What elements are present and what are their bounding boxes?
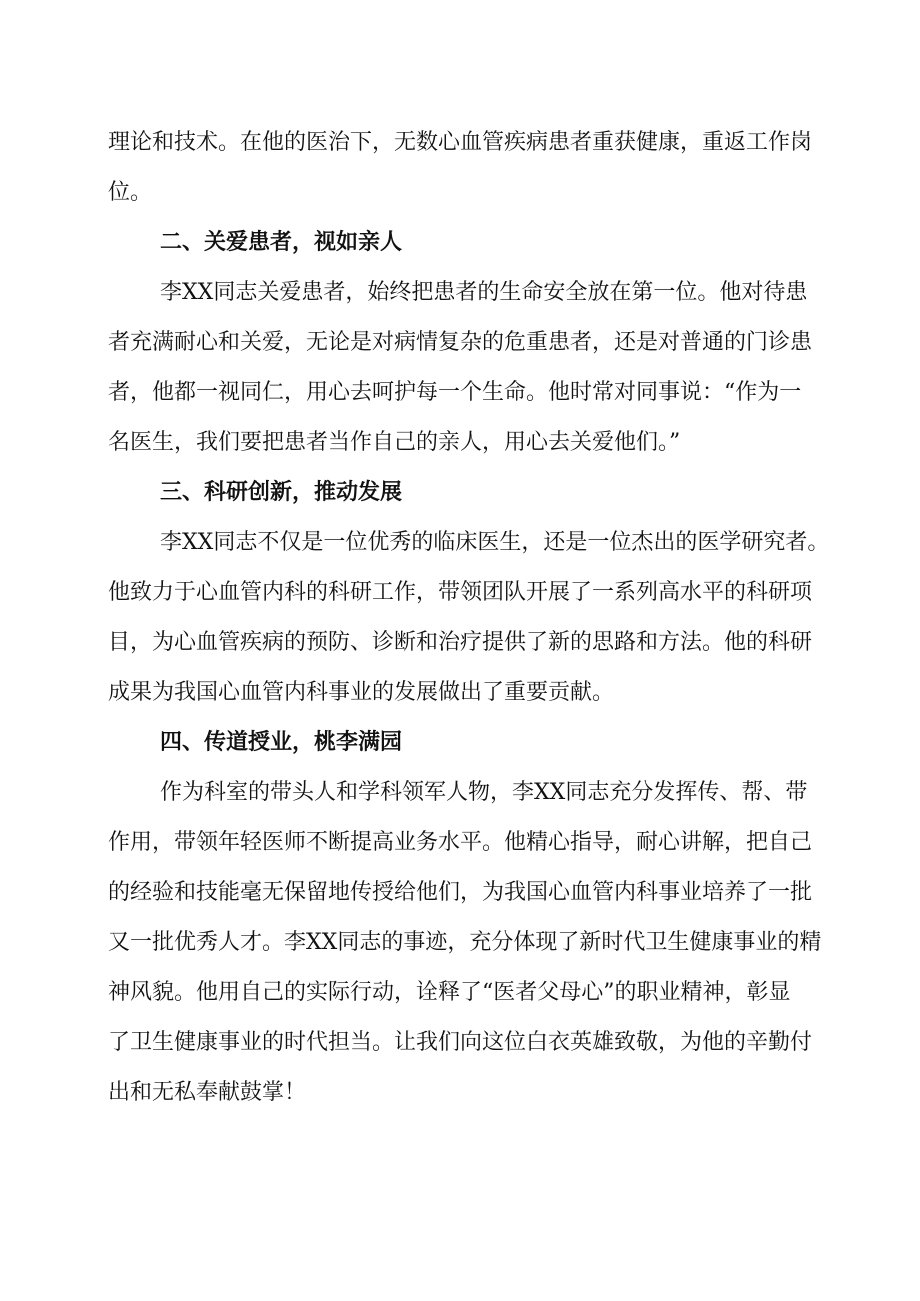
text-line: 作用，带领年轻医师不断提高业务水平。他精心指导，耐心讲解，把自己 xyxy=(108,830,813,855)
text-line: 者充满耐心和关爱，无论是对病情复杂的危重患者，还是对普通的门诊患 xyxy=(108,330,813,355)
text-line: 又一批优秀人才。李XX同志的事迹，充分体现了新时代卫生健康事业的精 xyxy=(108,930,822,955)
text-line: 的经验和技能毫无保留地传授给他们，为我国心血管内科事业培养了一批 xyxy=(108,880,813,905)
text-line: 李XX同志不仅是一位优秀的临床医生，还是一位杰出的医学研究者。 xyxy=(160,530,830,555)
section-heading: 四、传道授业，桃李满园 xyxy=(160,730,403,755)
section-heading: 二、关爱患者，视如亲人 xyxy=(160,230,403,255)
text-line: 者，他都一视同仁，用心去呵护每一个生命。他时常对同事说：“作为一 xyxy=(108,380,802,405)
section-heading: 三、科研创新，推动发展 xyxy=(160,480,403,505)
text-line: 理论和技术。在他的医治下，无数心血管疾病患者重获健康，重返工作岗 xyxy=(108,130,813,155)
text-line: 他致力于心血管内科的科研工作，带领团队开展了一系列高水平的科研项 xyxy=(108,580,813,605)
text-line: 李XX同志关爱患者，始终把患者的生命安全放在第一位。他对待患 xyxy=(160,280,808,305)
text-line: 出和无私奉献鼓掌！ xyxy=(108,1080,307,1105)
text-line: 了卫生健康事业的时代担当。让我们向这位白衣英雄致敬，为他的辛勤付 xyxy=(108,1030,813,1055)
text-line: 位。 xyxy=(108,180,153,205)
text-line: 成果为我国心血管内科事业的发展做出了重要贡献。 xyxy=(108,680,615,705)
text-line: 目，为心血管疾病的预防、诊断和治疗提供了新的思路和方法。他的科研 xyxy=(108,630,813,655)
text-line: 名医生，我们要把患者当作自己的亲人，用心去关爱他们。” xyxy=(108,430,681,455)
text-line: 神风貌。他用自己的实际行动，诠释了“医者父母心”的职业精神，彰显 xyxy=(108,980,791,1005)
text-line: 作为科室的带头人和学科领军人物，李XX同志充分发挥传、帮、带 xyxy=(160,780,808,805)
